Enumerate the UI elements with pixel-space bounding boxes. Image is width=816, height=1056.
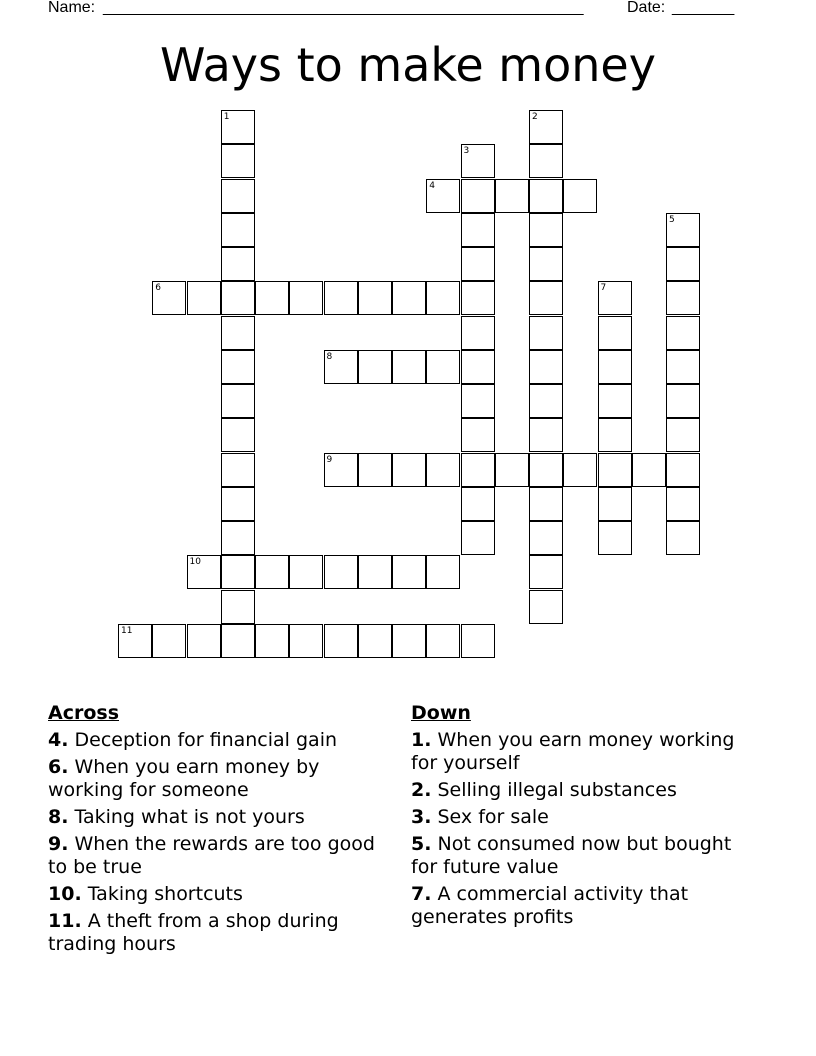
crossword-cell[interactable] — [598, 521, 632, 555]
clue-across-8 — [48, 806, 383, 829]
down-clues — [411, 702, 741, 933]
crossword-cell[interactable] — [187, 281, 221, 315]
clue-down-2 — [411, 779, 741, 802]
crossword-cell[interactable] — [324, 624, 358, 658]
clue-number: 2. — [411, 779, 432, 801]
crossword-cell[interactable] — [529, 247, 563, 281]
crossword-cell[interactable] — [461, 350, 495, 384]
crossword-cell[interactable] — [221, 316, 255, 350]
crossword-cell[interactable] — [529, 453, 563, 487]
crossword-cell[interactable] — [666, 487, 700, 521]
crossword-cell[interactable] — [461, 624, 495, 658]
clue-number: 8. — [48, 806, 69, 828]
across-clues — [48, 702, 383, 960]
clue-text: A theft from a shop during trading hours — [48, 910, 339, 955]
crossword-cell[interactable] — [598, 487, 632, 521]
crossword-cell[interactable] — [529, 487, 563, 521]
clue-down-5 — [411, 833, 741, 879]
crossword-cell[interactable] — [358, 624, 392, 658]
crossword-cell[interactable] — [495, 179, 529, 213]
crossword-cell[interactable] — [426, 350, 460, 384]
clue-text: Taking shortcuts — [87, 883, 243, 905]
clue-number: 9. — [48, 833, 69, 855]
crossword-cell[interactable] — [358, 453, 392, 487]
clue-text: When the rewards are too good to be true — [48, 833, 375, 878]
crossword-cell[interactable] — [529, 418, 563, 452]
crossword-cell[interactable] — [529, 555, 563, 589]
clue-number: 1. — [411, 729, 432, 751]
clue-text: When you earn money by working for someone — [48, 756, 320, 801]
clue-across-4 — [48, 729, 383, 752]
crossword-cell[interactable] — [461, 418, 495, 452]
cell-number: 7 — [600, 283, 607, 294]
clue-number: 11. — [48, 910, 82, 932]
crossword-cell[interactable] — [529, 179, 563, 213]
crossword-cell[interactable] — [666, 281, 700, 315]
crossword-cell[interactable] — [392, 350, 426, 384]
crossword-cell[interactable] — [529, 350, 563, 384]
crossword-cell[interactable] — [529, 213, 563, 247]
crossword-cell[interactable] — [666, 521, 700, 555]
cell-number: 8 — [326, 351, 333, 362]
cell-number: 1 — [223, 112, 230, 122]
clue-down-3 — [411, 806, 741, 829]
crossword-cell[interactable] — [392, 453, 426, 487]
crossword-cell[interactable] — [255, 624, 289, 658]
crossword-cell[interactable] — [529, 384, 563, 418]
crossword-cell[interactable] — [392, 624, 426, 658]
clue-number: 4. — [48, 729, 69, 751]
down-heading: Down — [411, 702, 471, 724]
clue-text: Taking what is not yours — [74, 806, 305, 828]
crossword-cell[interactable] — [221, 247, 255, 281]
cell-number: 4 — [429, 180, 435, 191]
crossword-cell[interactable] — [221, 418, 255, 452]
clue-number: 5. — [411, 833, 432, 855]
crossword-cell[interactable] — [221, 624, 255, 658]
crossword-cell[interactable] — [666, 213, 700, 247]
crossword-cell[interactable] — [563, 179, 597, 213]
crossword-cell[interactable] — [461, 144, 495, 178]
crossword-cell[interactable] — [598, 316, 632, 350]
name-line[interactable]: ______________________________________________________ — [103, 0, 584, 16]
crossword-cell[interactable] — [461, 247, 495, 281]
crossword-cell[interactable] — [152, 624, 186, 658]
crossword-cell[interactable] — [461, 213, 495, 247]
clue-text: A commercial activity that generates profits — [411, 883, 689, 928]
crossword-cell[interactable] — [426, 555, 460, 589]
crossword-cell[interactable] — [598, 350, 632, 384]
clue-number: 10. — [48, 883, 82, 905]
crossword-cell[interactable] — [666, 453, 700, 487]
crossword-cell[interactable] — [324, 350, 358, 384]
crossword-cell[interactable] — [426, 453, 460, 487]
crossword-cell[interactable] — [461, 384, 495, 418]
crossword-cell[interactable] — [426, 624, 460, 658]
crossword-cell[interactable] — [221, 590, 255, 624]
crossword-cell[interactable] — [666, 418, 700, 452]
crossword-cell[interactable] — [666, 316, 700, 350]
crossword-cell[interactable] — [461, 521, 495, 555]
crossword-cell[interactable] — [289, 281, 323, 315]
crossword-cell[interactable] — [221, 144, 255, 178]
crossword-cell[interactable] — [392, 555, 426, 589]
crossword-cell[interactable] — [221, 350, 255, 384]
crossword-cell[interactable] — [289, 555, 323, 589]
crossword-cell[interactable] — [358, 281, 392, 315]
clue-across-11 — [48, 910, 383, 956]
crossword-cell[interactable] — [152, 281, 186, 315]
crossword-cell[interactable] — [461, 281, 495, 315]
crossword-cell[interactable] — [632, 453, 666, 487]
crossword-cell[interactable] — [461, 487, 495, 521]
crossword-cell[interactable] — [529, 316, 563, 350]
crossword-cell[interactable] — [221, 384, 255, 418]
crossword-cell[interactable] — [221, 281, 255, 315]
crossword-cell[interactable] — [289, 624, 323, 658]
crossword-cell[interactable] — [529, 590, 563, 624]
clue-text: Selling illegal substances — [437, 779, 677, 801]
clue-number: 7. — [411, 883, 432, 905]
cell-number: 6 — [155, 283, 161, 294]
crossword-cell[interactable] — [529, 281, 563, 315]
crossword-cell[interactable] — [529, 521, 563, 555]
crossword-cell[interactable] — [598, 418, 632, 452]
crossword-cell[interactable] — [187, 555, 221, 589]
crossword-cell[interactable] — [221, 453, 255, 487]
crossword-cell[interactable] — [221, 487, 255, 521]
clue-down-7 — [411, 883, 741, 929]
crossword-cell[interactable] — [118, 624, 152, 658]
cell-number: 2 — [532, 112, 538, 122]
date-line[interactable]: _______ — [672, 0, 735, 16]
crossword-cell[interactable] — [221, 179, 255, 213]
cell-number: 9 — [326, 454, 333, 465]
crossword-cell[interactable] — [426, 281, 460, 315]
crossword-cell[interactable] — [461, 179, 495, 213]
crossword-cell[interactable] — [221, 555, 255, 589]
cell-number: 10 — [189, 557, 201, 568]
crossword-cell[interactable] — [358, 555, 392, 589]
cell-number: 3 — [463, 146, 470, 157]
crossword-cell[interactable] — [666, 247, 700, 281]
crossword-cell[interactable] — [324, 281, 358, 315]
across-heading: Across — [48, 702, 120, 724]
crossword-cell[interactable] — [461, 453, 495, 487]
crossword-cell[interactable] — [598, 453, 632, 487]
crossword-cell[interactable] — [358, 350, 392, 384]
crossword-cell[interactable] — [666, 384, 700, 418]
crossword-cell[interactable] — [221, 521, 255, 555]
clue-text: Deception for financial gain — [74, 729, 338, 751]
crossword-cell[interactable] — [563, 453, 597, 487]
crossword-cell[interactable] — [255, 555, 289, 589]
clue-number: 6. — [48, 756, 69, 778]
crossword-cell[interactable] — [495, 453, 529, 487]
crossword-cell[interactable] — [324, 555, 358, 589]
clue-text: Sex for sale — [437, 806, 549, 828]
crossword-cell[interactable] — [255, 281, 289, 315]
crossword-cell[interactable] — [392, 281, 426, 315]
cell-number: 5 — [669, 214, 675, 225]
crossword-cell[interactable] — [426, 179, 460, 213]
crossword-cell[interactable] — [187, 624, 221, 658]
clue-across-6 — [48, 756, 383, 802]
clue-across-9 — [48, 833, 383, 879]
crossword-cell[interactable] — [529, 144, 563, 178]
crossword-cell[interactable] — [461, 316, 495, 350]
crossword-cell[interactable] — [324, 453, 358, 487]
name-label: Name: — [48, 0, 96, 16]
clue-across-10 — [48, 883, 383, 906]
crossword-cell[interactable] — [529, 110, 563, 144]
clue-text: Not consumed now but bought for future value — [411, 833, 732, 878]
clue-down-1 — [411, 729, 741, 775]
clue-text: When you earn money working for yourself — [411, 729, 735, 774]
crossword-cell[interactable] — [221, 213, 255, 247]
crossword-cell[interactable] — [221, 110, 255, 144]
crossword-cell[interactable] — [598, 281, 632, 315]
puzzle-title: Ways to make money — [160, 38, 656, 92]
crossword-cell[interactable] — [666, 350, 700, 384]
crossword-cell[interactable] — [598, 384, 632, 418]
cell-number: 11 — [121, 625, 133, 636]
clue-number: 3. — [411, 806, 432, 828]
date-label: Date: — [627, 0, 666, 16]
